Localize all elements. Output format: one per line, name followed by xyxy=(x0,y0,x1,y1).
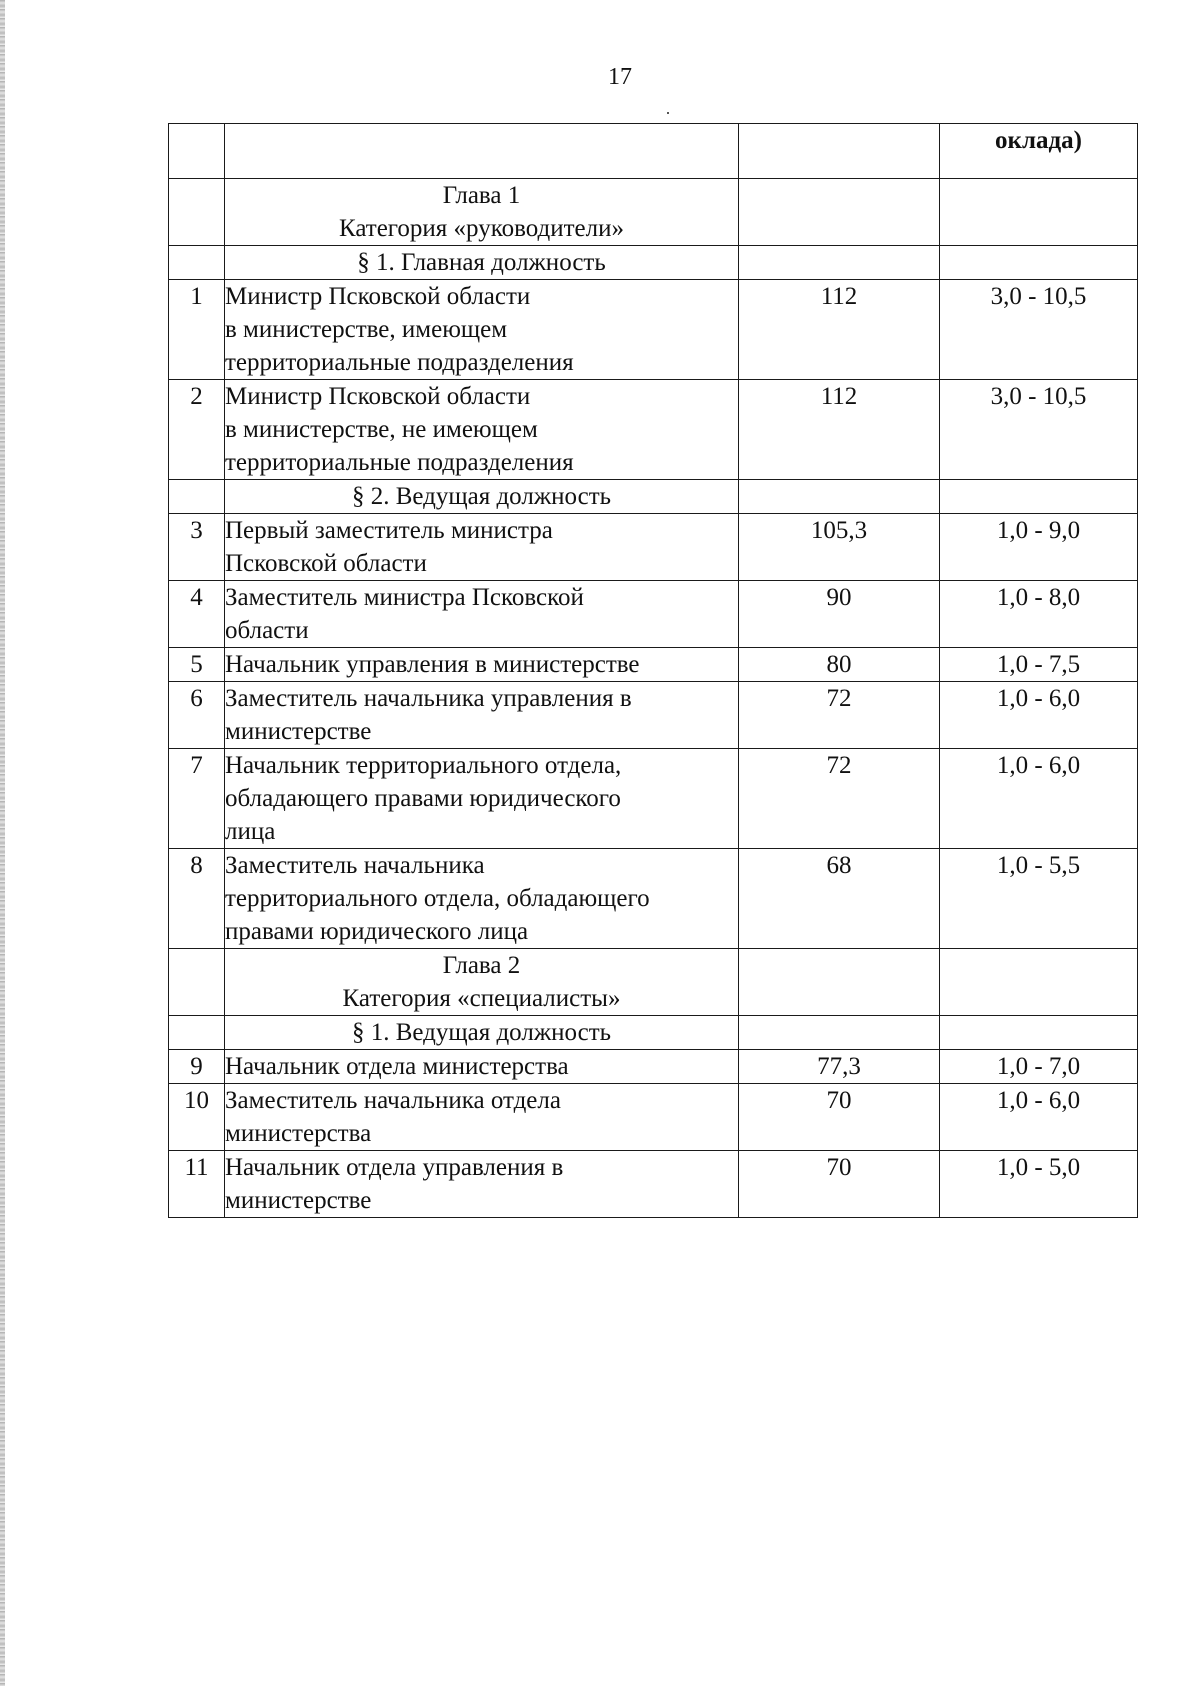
row-number: 5 xyxy=(169,648,225,682)
empty-num-cell xyxy=(169,949,225,1016)
chapter-subtitle: Категория «руководители» xyxy=(338,215,624,242)
chapter-title: Глава 2 xyxy=(442,952,521,979)
position-title-line: территориальные подразделения xyxy=(225,349,574,376)
empty-value-cell xyxy=(739,1016,940,1050)
header-value-cell xyxy=(739,124,940,179)
position-value: 90 xyxy=(739,581,940,648)
chapter-title: Глава 1 xyxy=(442,182,521,209)
table-row xyxy=(169,849,1138,949)
position-title xyxy=(225,1084,739,1151)
empty-coef-cell xyxy=(940,480,1138,514)
empty-value-cell xyxy=(739,246,940,280)
position-coefficient: 1,0 - 6,0 xyxy=(940,749,1138,849)
position-value: 112 xyxy=(739,380,940,480)
position-coefficient: 3,0 - 10,5 xyxy=(940,280,1138,380)
positions-table xyxy=(168,123,1138,1218)
table-body xyxy=(169,124,1138,1218)
position-title-line: Заместитель начальника отдела xyxy=(225,1087,561,1114)
empty-coef-cell xyxy=(940,179,1138,246)
page-number: 17 xyxy=(608,64,632,90)
position-title xyxy=(225,280,739,380)
position-title-line: Начальник управления в министерстве xyxy=(225,651,640,678)
position-title xyxy=(225,648,739,682)
row-number: 10 xyxy=(169,1084,225,1151)
row-number: 11 xyxy=(169,1151,225,1218)
position-title-line: министерстве xyxy=(225,718,372,745)
row-number: 7 xyxy=(169,749,225,849)
position-title xyxy=(225,1050,739,1084)
position-title-line: территориальные подразделения xyxy=(225,449,574,476)
position-title-line: Министр Псковской области xyxy=(225,283,531,310)
position-title xyxy=(225,581,739,648)
table-row xyxy=(169,1151,1138,1218)
position-title-line: Начальник отдела министерства xyxy=(225,1053,569,1080)
table-row xyxy=(169,1050,1138,1084)
position-title-line: Заместитель начальника xyxy=(225,852,485,879)
position-value: 72 xyxy=(739,682,940,749)
position-title xyxy=(225,380,739,480)
position-title-line: правами юридического лица xyxy=(225,918,529,945)
position-title-line: в министерстве, не имеющем xyxy=(225,416,538,443)
row-number: 4 xyxy=(169,581,225,648)
row-number: 6 xyxy=(169,682,225,749)
position-title xyxy=(225,682,739,749)
position-coefficient: 3,0 - 10,5 xyxy=(940,380,1138,480)
position-title-line: лица xyxy=(225,818,276,845)
section-heading-row xyxy=(169,480,1138,514)
scan-edge xyxy=(0,0,5,1686)
position-title-line: Начальник территориального отдела, xyxy=(225,752,622,779)
position-coefficient: 1,0 - 6,0 xyxy=(940,1084,1138,1151)
header-num-cell xyxy=(169,124,225,179)
table-row xyxy=(169,581,1138,648)
position-title-line: министерства xyxy=(225,1120,372,1147)
position-title xyxy=(225,749,739,849)
empty-coef-cell xyxy=(940,949,1138,1016)
position-value: 68 xyxy=(739,849,940,949)
position-value: 80 xyxy=(739,648,940,682)
empty-coef-cell xyxy=(940,1016,1138,1050)
position-title-line: территориального отдела, обладающего xyxy=(225,885,650,912)
position-title-line: Псковской области xyxy=(225,550,427,577)
position-title-line: Министр Псковской области xyxy=(225,383,531,410)
section-heading-cell: § 1. Ведущая должность xyxy=(225,1016,739,1050)
empty-value-cell xyxy=(739,179,940,246)
empty-num-cell xyxy=(169,179,225,246)
row-number: 9 xyxy=(169,1050,225,1084)
chapter-heading-cell xyxy=(225,949,739,1016)
section-heading-row xyxy=(169,246,1138,280)
header-title-cell xyxy=(225,124,739,179)
position-title-line: Начальник отдела управления в xyxy=(225,1154,564,1181)
chapter-heading-cell xyxy=(225,179,739,246)
empty-value-cell xyxy=(739,949,940,1016)
position-value: 112 xyxy=(739,280,940,380)
position-value: 77,3 xyxy=(739,1050,940,1084)
table-row xyxy=(169,749,1138,849)
position-title-line: Заместитель министра Псковской xyxy=(225,584,584,611)
table-row xyxy=(169,682,1138,749)
chapter-heading-row xyxy=(169,179,1138,246)
position-coefficient: 1,0 - 8,0 xyxy=(940,581,1138,648)
position-coefficient: 1,0 - 5,5 xyxy=(940,849,1138,949)
position-value: 70 xyxy=(739,1084,940,1151)
chapter-heading-row xyxy=(169,949,1138,1016)
empty-num-cell xyxy=(169,480,225,514)
chapter-subtitle: Категория «специалисты» xyxy=(342,985,621,1012)
row-number: 2 xyxy=(169,380,225,480)
table-row xyxy=(169,380,1138,480)
table-header-row xyxy=(169,124,1138,179)
row-number: 8 xyxy=(169,849,225,949)
section-heading-row xyxy=(169,1016,1138,1050)
table-row xyxy=(169,1084,1138,1151)
table-row xyxy=(169,280,1138,380)
empty-coef-cell xyxy=(940,246,1138,280)
position-title xyxy=(225,514,739,581)
position-coefficient: 1,0 - 6,0 xyxy=(940,682,1138,749)
section-heading-cell: § 1. Главная должность xyxy=(225,246,739,280)
position-coefficient: 1,0 - 7,5 xyxy=(940,648,1138,682)
position-title-line: обладающего правами юридического xyxy=(225,785,621,812)
row-number: 1 xyxy=(169,280,225,380)
scan-dot xyxy=(667,112,669,114)
empty-num-cell xyxy=(169,246,225,280)
table-row xyxy=(169,514,1138,581)
table-row xyxy=(169,648,1138,682)
position-value: 72 xyxy=(739,749,940,849)
position-title-line: в министерстве, имеющем xyxy=(225,316,508,343)
row-number: 3 xyxy=(169,514,225,581)
position-coefficient: 1,0 - 5,0 xyxy=(940,1151,1138,1218)
section-heading-cell: § 2. Ведущая должность xyxy=(225,480,739,514)
empty-value-cell xyxy=(739,480,940,514)
position-coefficient: 1,0 - 7,0 xyxy=(940,1050,1138,1084)
position-value: 70 xyxy=(739,1151,940,1218)
position-value: 105,3 xyxy=(739,514,940,581)
position-title-line: области xyxy=(225,617,309,644)
position-title xyxy=(225,1151,739,1218)
header-coef-cell: оклада) xyxy=(940,124,1138,179)
empty-num-cell xyxy=(169,1016,225,1050)
position-title-line: министерстве xyxy=(225,1187,372,1214)
position-title-line: Заместитель начальника управления в xyxy=(225,685,632,712)
position-title xyxy=(225,849,739,949)
position-coefficient: 1,0 - 9,0 xyxy=(940,514,1138,581)
position-title-line: Первый заместитель министра xyxy=(225,517,553,544)
